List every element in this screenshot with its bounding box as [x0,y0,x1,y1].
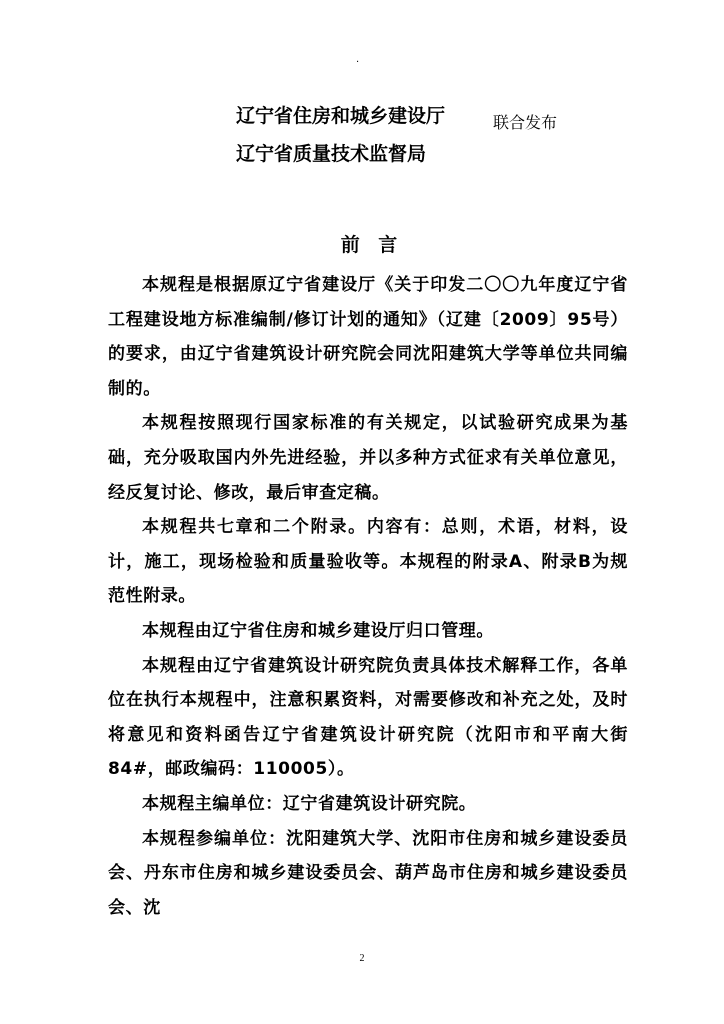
paragraph: 本规程按照现行国家标准的有关规定，以试验研究成果为基础，充分吸取国内外先进经验，并以多种方式征求有关单位意见，经反复讨论、修改，最后审查定稿。 [108,413,628,503]
document-body [108,268,628,925]
page-number: 2 [359,953,365,964]
paragraph: 本规程是根据原辽宁省建设厅《关于印发二〇〇九年度辽宁省工程建设地方标准编制/修订计划的通知》（辽建〔2009〕95号）的要求，由辽宁省建筑设计研究院会同沈阳建筑大学等单位共同编制的。 [108,275,628,399]
paragraph: 本规程共七章和二个附录。内容有：总则，术语，材料，设计，施工，现场检验和质量验收等。本规程的附录A、附录B为规范性附录。 [108,517,628,607]
section-heading: 前 言 [340,234,404,256]
issuer-name: 辽宁省住房和城乡建设厅 [236,105,446,127]
paragraph: 本规程由辽宁省建筑设计研究院负责具体技术解释工作，各单位在执行本规程中，注意积累资料，对需要修改和补充之处，及时将意见和资料函告辽宁省建筑设计研究院（沈阳市和平南大街84#，邮政编码：110005）。 [108,655,628,780]
joint-release-label: 联合发布 [493,113,558,132]
header-dot: · [356,57,360,68]
paragraph: 本规程由辽宁省住房和城乡建设厅归口管理。 [142,620,494,641]
issuer-name: 辽宁省质量技术监督局 [236,143,427,165]
paragraph: 本规程主编单位：辽宁省建筑设计研究院。 [142,793,477,814]
paragraph: 本规程参编单位：沈阳建筑大学、沈阳市住房和城乡建设委员会、丹东市住房和城乡建设委员会、葫芦岛市住房和城乡建设委员会、沈 [108,828,628,918]
